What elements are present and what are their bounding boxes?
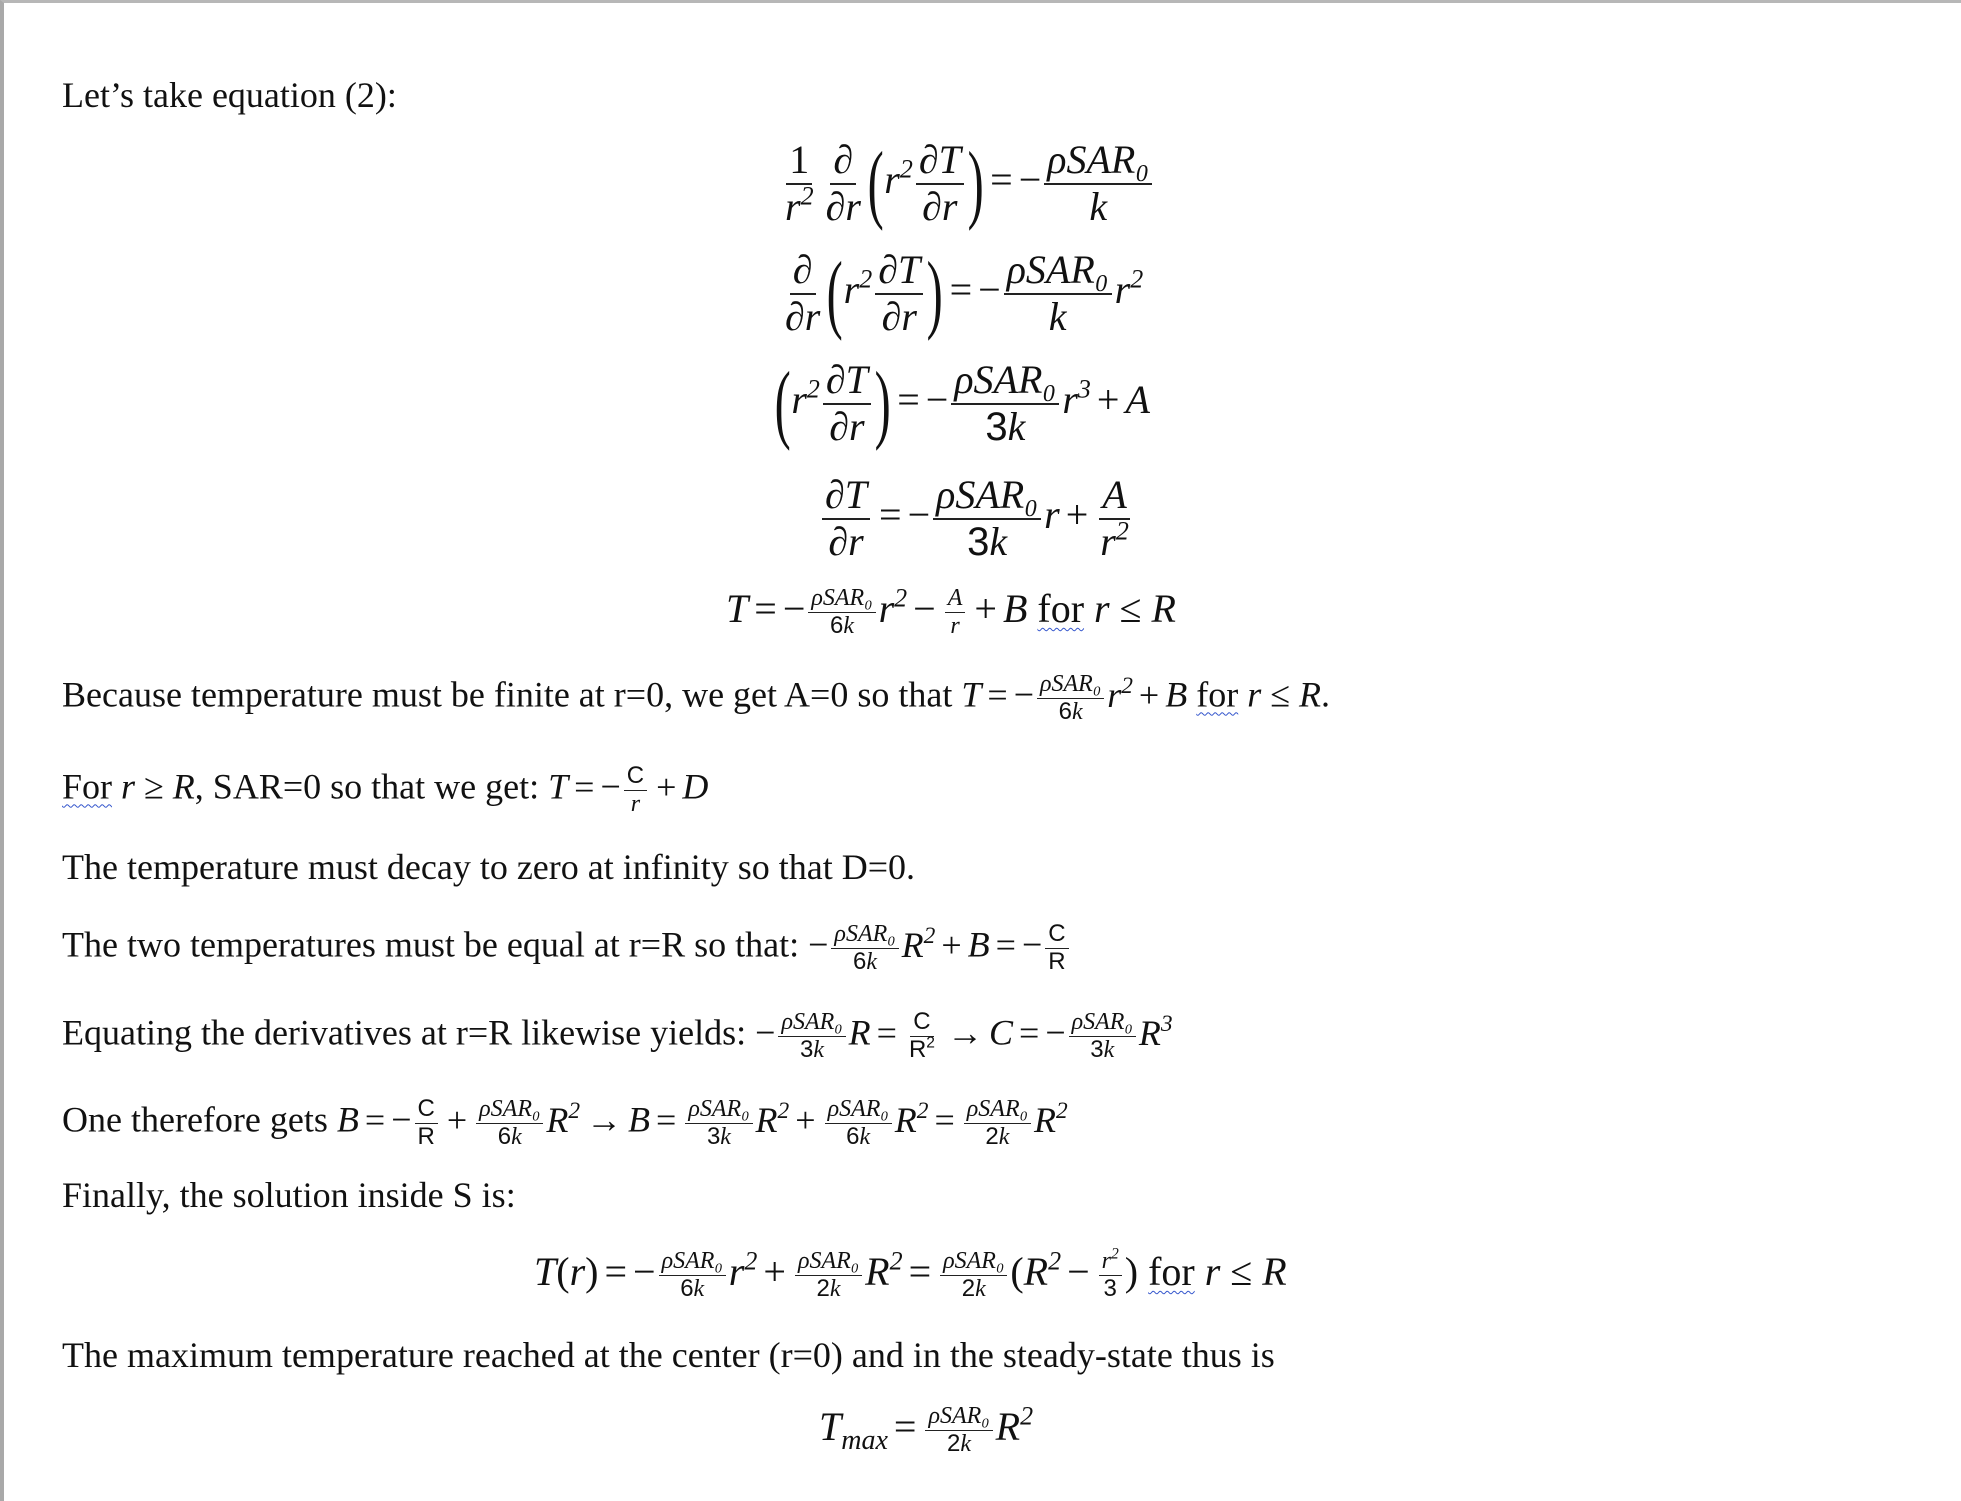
derivative-line: Equating the derivatives at r=R likewise yields: − $\frac{\text{ρSAR₀}}{3k}$ R = $\frac{C}{R^2}$ → C = − $\frac{\text{ρSAR₀}}{3k}$ $R^3$: [62, 1008, 1173, 1063]
rho-sar-symbol: ρSAR₀: [831, 921, 898, 949]
rho-sar-symbol: ρSAR₀: [925, 1403, 992, 1431]
solution-equation: T(r) = − $\frac{\text{ρSAR₀}}{6k}$ $r^2$ + $\frac{\text{ρSAR₀}}{2k}$ $R^2$ = $\frac{\text{ρSAR₀}}{2k}$ ($R^2$ − $\frac{r^2}{3}$ ) for r ≤ R: [534, 1246, 1287, 1303]
rho-sar-symbol: ρSAR₀: [1069, 1009, 1136, 1037]
finite-line: Because temperature must be finite at r=0, we get A=0 so that T = − $\frac{\text{ρSAR₀}}{6k}$ $r^2 + B$ for r ≤ R.: [62, 671, 1330, 725]
equal-text: The two temperatures must be equal at r=R so that:: [62, 924, 800, 965]
equation-4: $\frac{\partial T}{\partial r}$ = − $\frac{\text{ρSAR₀}}{3k}$ r + $\frac{A}{r^2}$: [819, 473, 1135, 565]
equation-5: T = − $\frac{\text{ρSAR₀}}{6k}$ $r^2$ − $\frac{A}{r}$ + B for r ≤ R: [726, 583, 1176, 640]
for-word: For: [62, 766, 113, 807]
equation-1: $\frac{1}{r^2}$ $\frac{\partial}{\partial r}$ ($r^2$ $\frac{\partial T}{\partial r}$ ) = − $\frac{\text{ρSAR₀}}{k}$: [779, 138, 1155, 230]
rho-sar-symbol: ρSAR₀: [1037, 671, 1104, 699]
tmax-equation: $T_{max}$ = $\frac{\text{ρSAR₀}}{2k}$ $R^2$: [819, 1401, 1034, 1458]
equal-line: The two temperatures must be equal at r=R so that: − $\frac{\text{ρSAR₀}}{6k}$ $R^2 + B$ = − $\frac{C}{R}$: [62, 921, 1072, 976]
max-subscript: max: [841, 1425, 888, 1456]
intro-text: Let’s take equation (2):: [62, 75, 397, 115]
rho-sar-symbol: ρSAR₀: [778, 1009, 845, 1037]
finite-text: Because temperature must be finite at r=0, we get A=0 so that: [62, 674, 953, 715]
rho-sar-symbol: ρSAR₀: [940, 1248, 1007, 1276]
for-r-ge-text: , SAR=0 so that we get:: [194, 766, 540, 807]
rho-sar-symbol: ρSAR₀: [795, 1248, 862, 1276]
rho-sar-symbol: ρSAR₀: [808, 585, 875, 613]
equation-2: $\frac{\partial}{\partial r}$ ($r^2$ $\frac{\partial T}{\partial r}$ ) = − $\frac{\text{ρSAR₀}}{k}$ $r^2$: [785, 244, 1144, 342]
rho-sar-symbol: ρSAR₀: [951, 358, 1059, 405]
for-r-ge-line: For r ≥ R, SAR=0 so that we get: T = − $\frac{C}{r}$ + D: [62, 762, 709, 817]
rho-sar-symbol: ρSAR₀: [964, 1096, 1031, 1124]
equation-3: ($r^2$ $\frac{\partial T}{\partial r}$ ) = − $\frac{\text{ρSAR₀}}{3k}$ $r^3 + A$: [774, 354, 1150, 452]
therefore-line: One therefore gets B = − $\frac{C}{R}$ + $\frac{\text{ρSAR₀}}{6k}$ $R^2 \to B$ = $\frac{\text{ρSAR₀}}{3k}$ $R^2$ + $\frac{\text{ρSAR₀}}{6k}$ $R^2$ = $\frac{\text{ρSAR₀}}{2k}$ $R^2$: [62, 1095, 1068, 1150]
finally-text: Finally, the solution inside S is:: [62, 1175, 516, 1215]
decay-text: The temperature must decay to zero at infinity so that D=0.: [62, 847, 916, 887]
rho-sar-symbol: ρSAR₀: [476, 1096, 543, 1124]
rho-sar-symbol: ρSAR₀: [825, 1096, 892, 1124]
maximum-text: The maximum temperature reached at the center (r=0) and in the steady-state thus is: [62, 1335, 1275, 1375]
derivative-text: Equating the derivatives at r=R likewise yields:: [62, 1012, 747, 1053]
rho-sar-symbol: ρSAR₀: [685, 1096, 752, 1124]
rho-sar-symbol: ρSAR₀: [659, 1248, 726, 1276]
rho-sar-symbol: ρSAR₀: [1004, 248, 1112, 295]
rho-sar-symbol: ρSAR₀: [933, 473, 1041, 520]
therefore-text: One therefore gets: [62, 1099, 328, 1140]
rho-sar-symbol: ρSAR₀: [1044, 138, 1152, 185]
